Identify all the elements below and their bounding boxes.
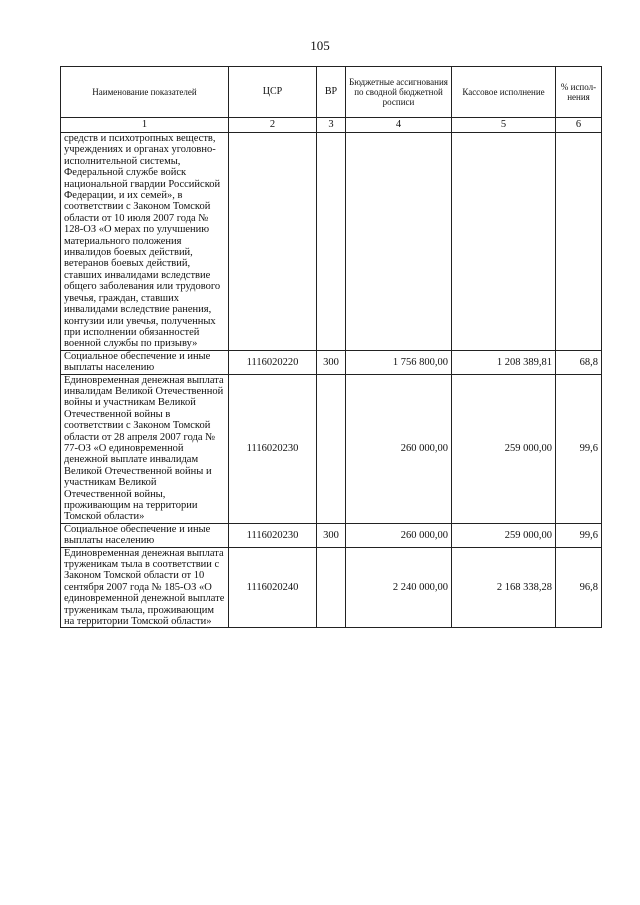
table-row <box>61 350 602 374</box>
row-name: Социальное обеспечение и иные выплаты населению <box>61 350 229 374</box>
row-csr: 1116020230 <box>229 374 317 523</box>
column-number: 6 <box>556 118 602 133</box>
table-header-row <box>61 67 602 118</box>
row-vr: 300 <box>317 523 346 547</box>
row-cash: 2 168 338,28 <box>452 547 556 628</box>
budget-execution-table <box>60 66 602 628</box>
column-number-row <box>61 118 602 133</box>
row-csr: 1116020220 <box>229 350 317 374</box>
column-number: 2 <box>229 118 317 133</box>
column-number: 3 <box>317 118 346 133</box>
row-percent: 99,6 <box>556 374 602 523</box>
row-name: средств и психотропных веществ, учреждениях и органах уголовно-исполнительной системы, Федеральной службе войск национальной гвардии Российской Федерации, и их семей», в соответствии с Законом Томской области от 10 июля 2007 года № 128-ОЗ «О мерах по улучшению материального положения инвалидов боевых действий, ветеранов боевых действий, ставших инвалидами вследствие общего заболевания или трудового увечья, граждан, ставших инвалидами вследствие ранения, контузии или увечья, полученных при исполнении обязанностей военной службы по призыву» <box>61 133 229 351</box>
header-budget: Бюджетные ассигнования по сводной бюджетной росписи <box>346 67 452 118</box>
row-budget <box>346 133 452 351</box>
row-vr <box>317 133 346 351</box>
header-name: Наименование показателей <box>61 67 229 118</box>
row-csr <box>229 133 317 351</box>
row-csr: 1116020240 <box>229 547 317 628</box>
row-percent: 99,6 <box>556 523 602 547</box>
row-vr: 300 <box>317 350 346 374</box>
table-row <box>61 547 602 628</box>
row-budget: 2 240 000,00 <box>346 547 452 628</box>
row-percent: 68,8 <box>556 350 602 374</box>
row-percent: 96,8 <box>556 547 602 628</box>
row-cash: 259 000,00 <box>452 523 556 547</box>
table-row <box>61 374 602 523</box>
column-number: 4 <box>346 118 452 133</box>
row-csr: 1116020230 <box>229 523 317 547</box>
row-cash: 1 208 389,81 <box>452 350 556 374</box>
row-cash: 259 000,00 <box>452 374 556 523</box>
row-name: Единовременная денежная выплата труженикам тыла в соответствии с Законом Томской области от 10 сентября 2007 года № 185-ОЗ «О единовременной денежной выплате труженикам тыла, проживающим на территории Томской области» <box>61 547 229 628</box>
row-cash <box>452 133 556 351</box>
table-row <box>61 523 602 547</box>
row-budget: 260 000,00 <box>346 523 452 547</box>
row-budget: 260 000,00 <box>346 374 452 523</box>
row-name: Единовременная денежная выплата инвалидам Великой Отечественной войны и участникам Великой Отечественной войны в соответствии с Законом Томской области от 28 апреля 2007 года № 77-ОЗ «О единовременной денежной выплате инвалидам Великой Отечественной войны и участникам Великой Отечественной войны, проживающим на территории Томской области» <box>61 374 229 523</box>
header-percent: % испол-нения <box>556 67 602 118</box>
column-number: 1 <box>61 118 229 133</box>
row-vr <box>317 374 346 523</box>
row-name: Социальное обеспечение и иные выплаты населению <box>61 523 229 547</box>
row-budget: 1 756 800,00 <box>346 350 452 374</box>
page-number: 105 <box>310 38 330 53</box>
column-number: 5 <box>452 118 556 133</box>
table-row <box>61 133 602 351</box>
header-csr: ЦСР <box>229 67 317 118</box>
header-cash: Кассовое исполнение <box>452 67 556 118</box>
row-vr <box>317 547 346 628</box>
row-percent <box>556 133 602 351</box>
header-vr: ВР <box>317 67 346 118</box>
